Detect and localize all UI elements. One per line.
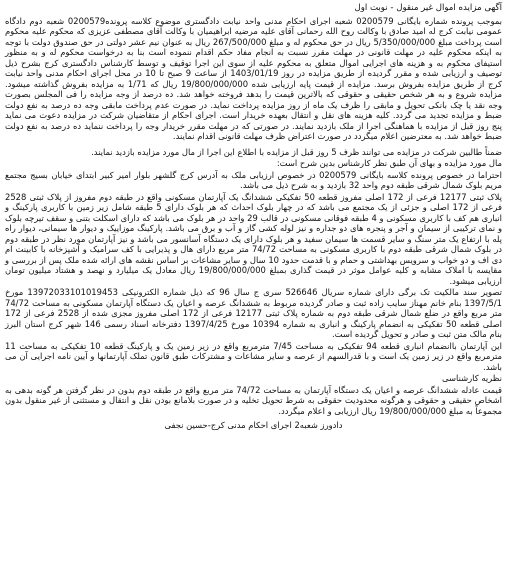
- paragraph-property-description: پلاک ثبتی 12177 فرعی از 172 اصلی مفروز قطعه 50 تفکیکی ششدانگ یک آپارتمان مسکونی واقع در طبقه دوم مفروز از پلاک ثبتی 2528 فرعی از 172 اصلی و جزئی از یک مجتمع می باشد که در چهار بلوک احداث که هر بلوک دارای 5 طبقه شامل زیر زمین با کاربری پارکینگ و انباری هم کف با کاربری مسکونی و 4 طبقه فوقانی مسکونی در قالب 29 واحد در هر بلوک می باشد که دارای اسکلت بتنی و سقف تیرچه بلوک و نمای ترکیبی از سیمان و آجر و پنجره های دو جداره و نیز لوله کشی گاز و آب و برق می باشد. پارکینگ موزاییک و دیوار ها سیمانی، دیوار راه پله با ارتفاع یک متر سنگ و سایر قسمت ها سیمان سفید و هر بلوک دارای یک دستگاه آسانسور می باشد و نیز آپارتمان مورد نظر در طبقه دوم در بلوک شمال شرقی طبقه دوم با کاربری مسکونی به مساحت 74/72 متر مربع دارای هال و پذیرایی با کف سرامیک و آشپزخانه با کابینت ام دی اف و دو خواب و سرویس بهداشتی و حمام و با قدمت حدود 10 سال و سایر مشاعات بر اساس نقشه های ارائه شده ملک پس از بررسی و مقایسه با املاک مشابه و کلیه عوامل موثر در قیمت گذاری بمبلغ 19/800/000/000 ریال معادل یک میلیارد و نهصد و هشتاد میلیون تومان ارزیابی میشود.: [5, 191, 503, 286]
- paragraph-deed: تصویر سند مالکیت تک برگی دارای شماره سریال 526646 سری ج سال 96 که ذیل شماره الکترونیکی 13972033101019453 مورخ 1397/5/1 بنام خانم مهناز سایب زاده ثبت و صادر گردیده مربوط به ششدانگ عرصه و اعیان یک دستگاه آپارتمان مسکونی به مساحت 74/72 متر مربع واقع در ضلع شمال شرقی طبقه دوم به شماره پلاک ثبتی 12177 فرعی از 172 اصلی مفروز مجزی شده از 2528 فرعی از 172 اصلی قطعه 50 تفکیکی به انضمام پارکینگ و انباری به شماره 10394 مورخ 1397/4/25 دفترخانه اسناد رسمی 146 شهر کرج استان البرز بنام مالک متن ثبت و صادر و تحویل گردیده است.: [5, 287, 503, 340]
- paragraph-property-address: احتراما در خصوص پرونده کلاسه بایگانی 0200579 در خصوص ارزیابی ملک به آدرس کرج گلشهر بلوار امیر کبیر ابتدای خیابان بسیج مجتمع مریم بلوک شمال شرقی طبقه دوم واحد 32 بازدید و به شرح ذیل می باشد.: [5, 169, 502, 191]
- paragraph-expert-opinion: قیمت عادله ششدانگ عرصه و اعیان یک دستگاه آپارتمان به مساحت 74/72 متر مربع واقع در طبقه دوم بدون در نظر گرفتن هر گونه بدهی به اشخاص حقیقی و حقوقی و هرگونه محدودیت حقوقی به شرط تحویل تخلیه و در صورت بلامانع بودن نقل و انتقال و مستثنی از غیر منقول بدون مجموعاً به مبلغ 19/800/000/000 ریال ارزیابی و اعلام میگردد.: [5, 384, 502, 416]
- notice-title: آگهی مزایده اموال غیر منقول - نوبت اول: [354, 3, 502, 13]
- paragraph-visit-note: ضمناً طالبین شرکت در مزایده می توانند ظرف 5 روز قبل از مزایده با اطلاع این اجرا از مال مورد مزایده بازدید نمایند.: [91, 146, 502, 157]
- paragraph-property-heading: مال مورد مزایده و بهای آن طبق نظر کارشناس بدین شرح است:: [276, 158, 502, 169]
- signature: دادورز شعبه2 اجرای احکام مدنی کرج-حسین نجفی: [164, 420, 343, 431]
- expert-opinion-heading: نظریه کارشناسی: [442, 373, 502, 384]
- paragraph-storage-parking: این آپارتمان باانضمام انباری قطعه 94 تفکیکی به مساحت 7/45 مترمربع واقع در زیر زمین یک و پارکینگ قطعه 10 تفکیکی به مساحت 11 مترمربع واقع در زیر زمین یک است و با قدرالسهم از عرصه و سایر مشاعات و مشترکات طبق قانون تملک آپارتمانها و آیین نامه اجرایی آن می باشد.: [5, 340, 502, 372]
- paragraph-intro: بموجب پرونده شماره بایگانی 0200579 شعبه اجرای احکام مدنی واحد نیابت دادگستری موضوع کلاسه پرونده0200579 شعبه دوم دادگاه عمومی نیابت کرج له امید صادق با وکالت روح الله رحمانی آقای علیه مرضیه ابراهیمیان با وکالت آقای مصطفی عزیزی که محکوم علیه محکوم است پرداخت مبلغ 5/350/000/000 ریال در حق محکوم له و مبلغ 267/500/000 ریال به عنوان نیم عشر دولتی در حق صندوق دولت با توجه به اینکه محکوم علیه در مهلت قانونی در مهلت مقرر نسبت به انجام مفاد حکم اقدام ننموده است بنا به درخواست محکوم له و به منظور استیفای محکوم به و هزینه های اجرایی اموال متعلق به محکوم علیه از سوی این اجرا توقیف و توسط کارشناس دادگستری کرج بشرح ذیل توصیف و ارزیابی شده و مقرر گردیده از طریق مزایده در روز 1403/01/19 از ساعت 9 صبح تا 10 در محل اجرای احکام مدنی واحد نیابت کرج از طریق مزایده بفروش برسد. مزایده از قیمت پایه ارزیابی شده 19/800/000/000 ریال که 1/71 به مزایده بفروش گذاشته میشود. مزایده شروع و به هر شخص حقیقی و حقوقی که بالاترین قیمت را بدهد فروخته خواهد شد. ده درصد از وجه مزایده را فی المجلس بصورت وجه نقد یا چک بانکی تحویل و مابقی را ظرف یک ماه از روز مزایده پرداخت نماید. در صورت عدم پرداخت مابقی وجه ده درصد به نفع دولت ضبط و مزایده تجدید می گردد. کلیه هزینه های نقل و انتقال بعهده خریدار است. اجرای احکام از متقاضیان شرکت در مزایده دعوت می نماید پنج روز قبل از مزایده با هماهنگی اجرا از ملک بازدید نمایند. در صورتی که در مهلت مقرر خریدار وجه را پرداخت ننماید ده درصد به نفع دولت ضبط خواهد شد. به معترضین اعلام میگردد در صورت اعتراض ظرف مهلت قانونی اقدام نمایند.: [5, 15, 502, 142]
